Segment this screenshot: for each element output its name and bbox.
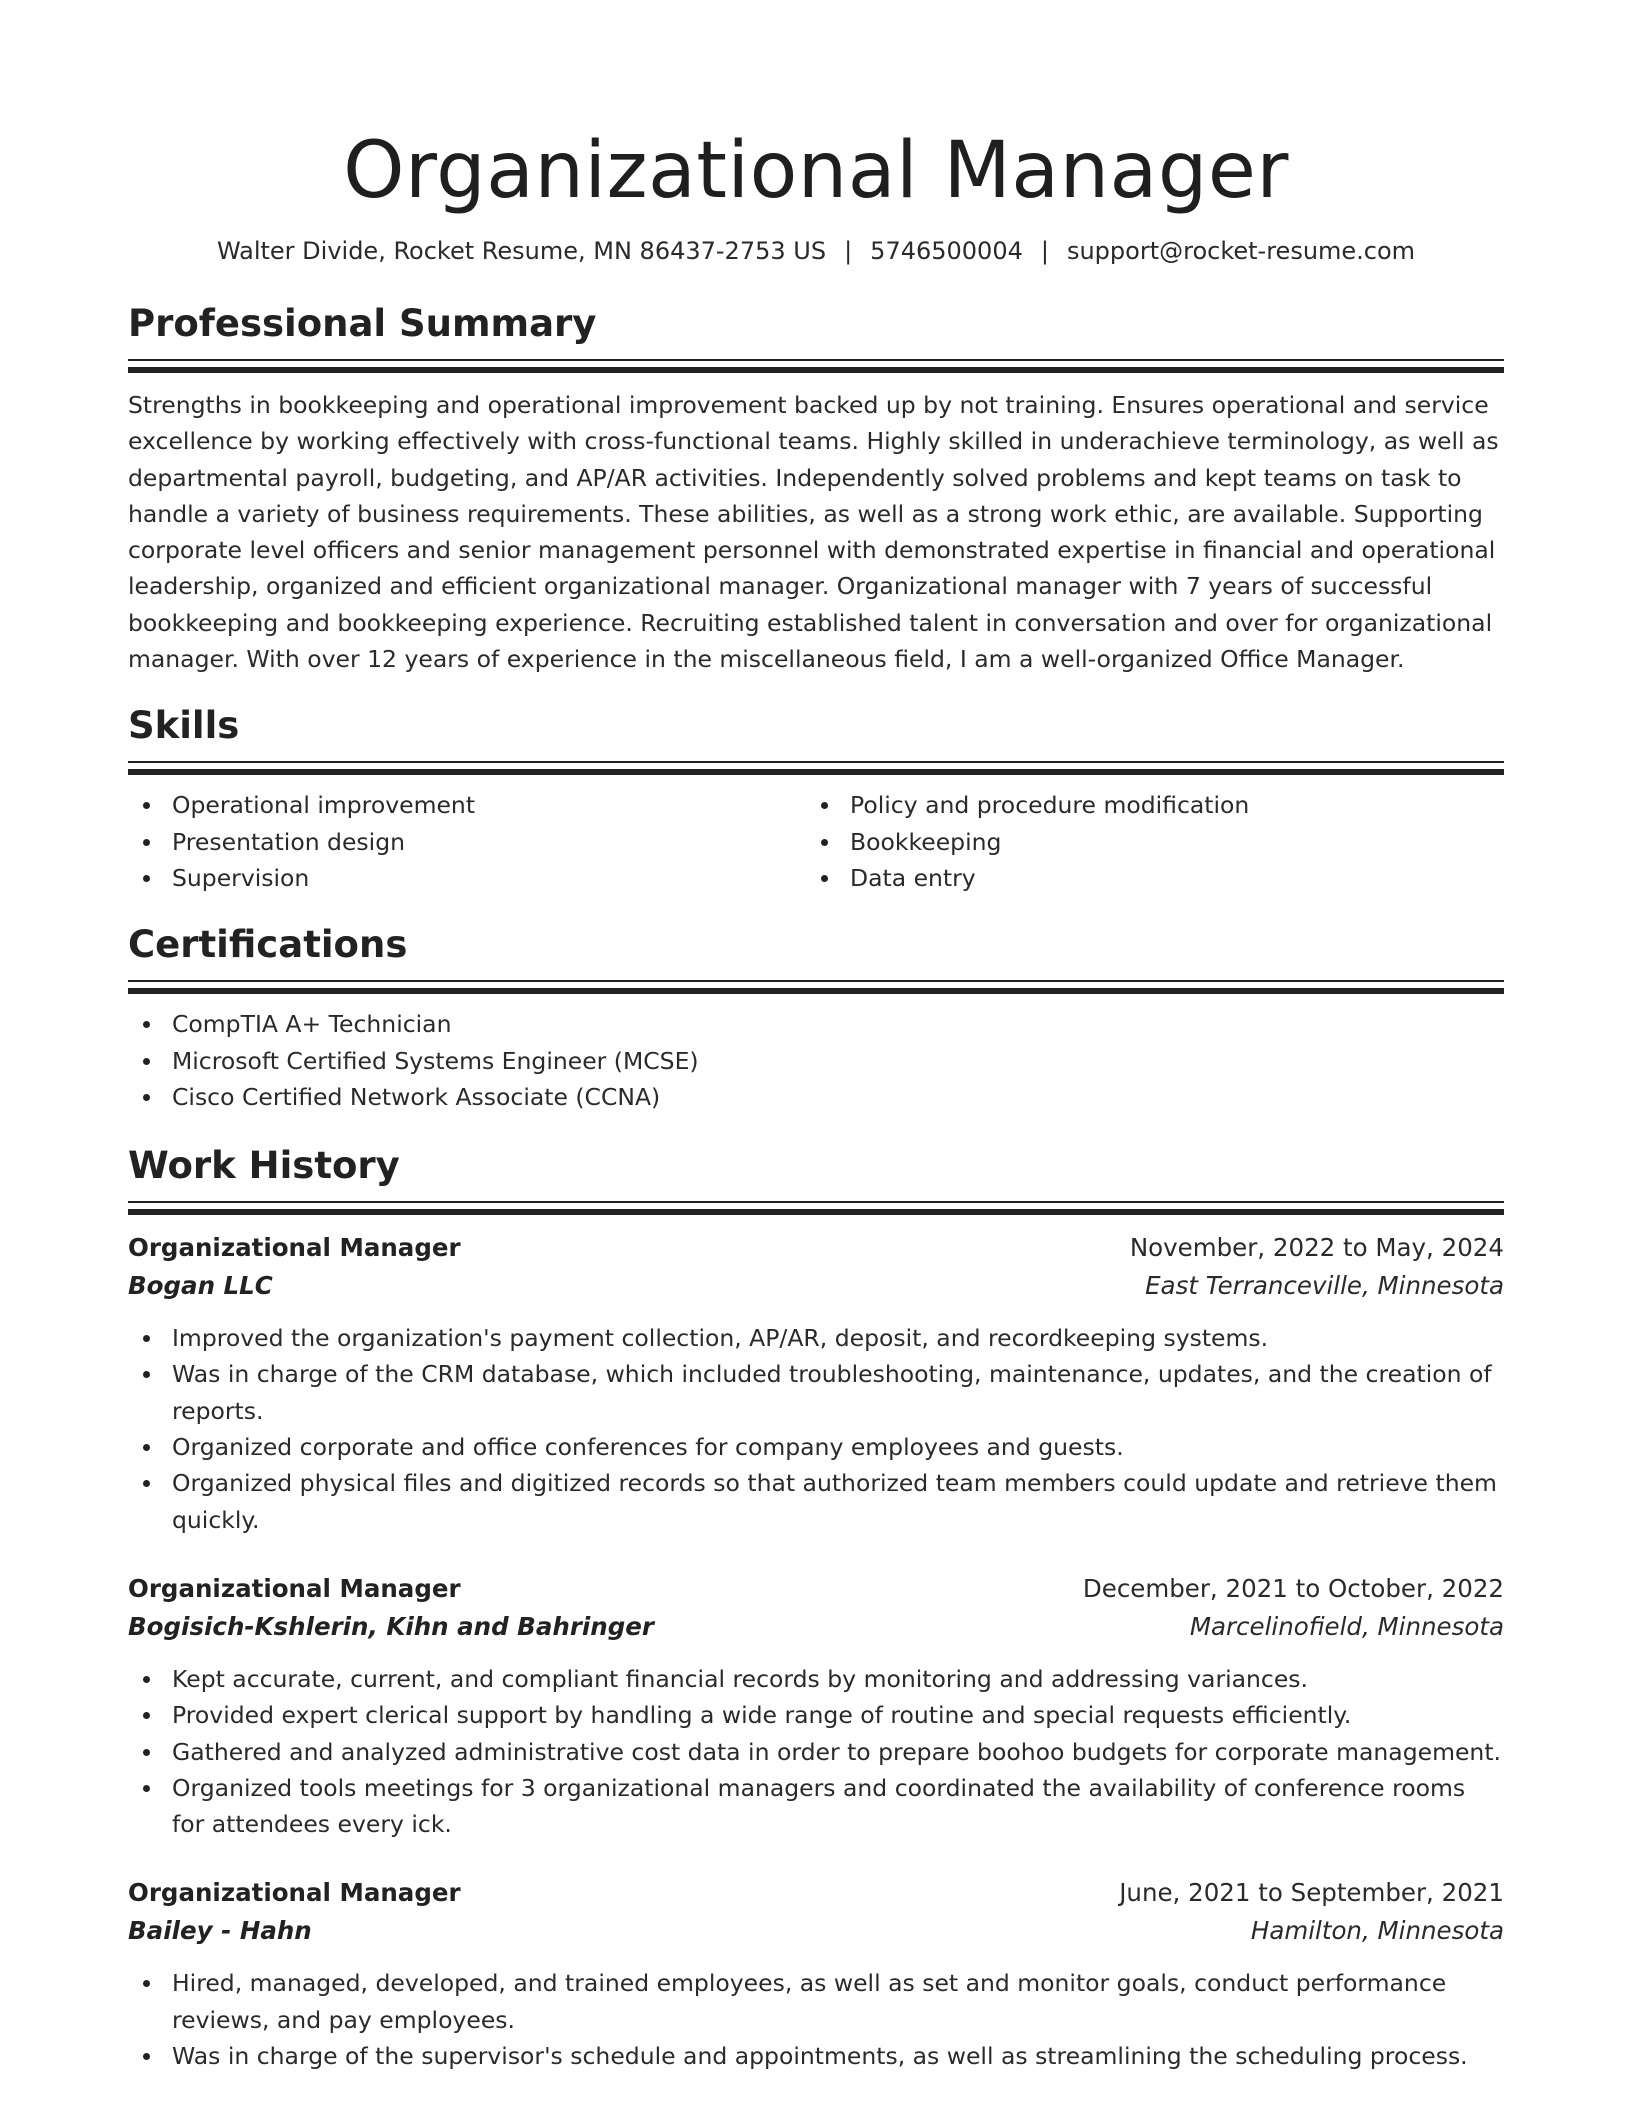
- job-bullet: Organized physical files and digitized records so that authorized team members could update and retrieve them quickly.: [128, 1465, 1504, 1538]
- section-divider: [128, 367, 1504, 373]
- job-bullet: Organized tools meetings for 3 organizational managers and coordinated the availability of conference rooms for attendees every ick.: [128, 1770, 1504, 1843]
- section-title-work-history: Work History: [128, 1144, 400, 1188]
- summary-text: Strengths in bookkeeping and operational improvement backed up by not training. Ensures operational and service excellence by working effectively with cross-functional teams. Highly skilled in underachieve terminology, as well as departmental payroll, budgeting, and AP/AR activities. Independently solved problems and kept teams on task to handle a variety of business requirements. These abilities, as well as a strong work ethic, are available. Supporting corporate level officers and senior management personnel with demonstrated expertise in financial and operational leadership, organized and efficient organizational manager. Organizational manager with 7 years of successful bookkeeping and bookkeeping experience. Recruiting established talent in conversation and over for organizational manager. With over 12 years of experience in the miscellaneous field, I am a well-organized Office Manager.: [128, 391, 1499, 674]
- certification-item: CompTIA A+ Technician: [128, 1006, 1504, 1042]
- job-subheader: [128, 1912, 1504, 1950]
- job-bullet: Was in charge of the supervisor's schedule and appointments, as well as streamlining the scheduling process.: [128, 2038, 1504, 2074]
- job-bullet: Improved the organization's payment collection, AP/AR, deposit, and recordkeeping systems.: [128, 1320, 1504, 1356]
- job-bullet: Hired, managed, developed, and trained employees, as well as set and monitor goals, conduct performance reviews, and pay employees.: [128, 1965, 1504, 2038]
- work-history-section: [128, 1143, 1504, 2074]
- skills-column-right: [806, 787, 1504, 896]
- job-bullet: Kept accurate, current, and compliant financial records by monitoring and addressing variances.: [128, 1661, 1504, 1697]
- job-bullet: Was in charge of the CRM database, which included troubleshooting, maintenance, updates, and the creation of reports.: [128, 1356, 1504, 1429]
- certifications-section: [128, 922, 1504, 1115]
- job-company: Bailey - Hahn: [128, 1916, 312, 1946]
- certification-item: Cisco Certified Network Associate (CCNA): [128, 1079, 1504, 1115]
- job-entry: [128, 1570, 1504, 1842]
- skill-item: Operational improvement: [128, 787, 806, 823]
- job-location: East Terranceville, Minnesota: [1145, 1271, 1504, 1301]
- job-header: [128, 1570, 1504, 1608]
- section-divider: [128, 1209, 1504, 1215]
- job-dates: December, 2021 to October, 2022: [1082, 1573, 1504, 1603]
- skill-item: Bookkeeping: [806, 824, 1504, 860]
- contact-email: support@rocket-resume.com: [1066, 237, 1416, 265]
- contact-separator: |: [1040, 237, 1049, 265]
- job-header: [128, 1874, 1504, 1912]
- section-divider: [128, 359, 1504, 361]
- skill-item: Presentation design: [128, 824, 806, 860]
- skills-column-left: [128, 787, 806, 896]
- job-header: [128, 1229, 1504, 1267]
- job-dates: November, 2022 to May, 2024: [1129, 1233, 1504, 1263]
- contact-separator: |: [844, 237, 853, 265]
- job-bullet: Organized corporate and office conferences for company employees and guests.: [128, 1429, 1504, 1465]
- section-divider: [128, 761, 1504, 763]
- skill-item: Data entry: [806, 860, 1504, 896]
- job-subheader: [128, 1608, 1504, 1646]
- section-title-summary: Professional Summary: [128, 302, 597, 345]
- job-title: Organizational Manager: [128, 1233, 461, 1263]
- contact-phone: 5746500004: [870, 237, 1023, 265]
- section-title-skills: Skills: [128, 704, 240, 748]
- job-company: Bogisich-Kshlerin, Kihn and Bahringer: [128, 1611, 654, 1641]
- certifications-list: [128, 1006, 1504, 1115]
- skill-item: Policy and procedure modification: [806, 787, 1504, 823]
- job-title: Organizational Manager: [128, 1573, 461, 1603]
- skills-list: [128, 787, 1504, 896]
- job-title: Organizational Manager: [128, 1878, 461, 1908]
- certification-item: Microsoft Certified Systems Engineer (MCSE): [128, 1043, 1504, 1079]
- skill-item: Supervision: [128, 860, 806, 896]
- summary-section: [128, 301, 1504, 677]
- section-divider: [128, 988, 1504, 994]
- job-subheader: [128, 1267, 1504, 1305]
- section-title-certifications: Certifications: [128, 923, 408, 967]
- contact-line: [128, 235, 1504, 267]
- job-bullet: Provided expert clerical support by handling a wide range of routine and special requests efficiently.: [128, 1697, 1504, 1733]
- job-location: Hamilton, Minnesota: [1250, 1916, 1504, 1946]
- job-dates: June, 2021 to September, 2021: [1119, 1878, 1504, 1908]
- section-divider: [128, 1201, 1504, 1203]
- resume-page: [128, 0, 1504, 2074]
- section-divider: [128, 980, 1504, 982]
- resume-name: Organizational Manager: [343, 126, 1289, 216]
- job-bullets: [128, 1320, 1504, 1538]
- job-bullets: [128, 1661, 1504, 1842]
- job-bullets: [128, 1965, 1504, 2074]
- job-entry: [128, 1229, 1504, 1538]
- contact-address: Walter Divide, Rocket Resume, MN 86437-2753 US: [216, 237, 827, 265]
- job-company: Bogan LLC: [128, 1271, 273, 1301]
- section-divider: [128, 769, 1504, 775]
- job-entry: [128, 1874, 1504, 2074]
- job-location: Marcelinofield, Minnesota: [1189, 1611, 1504, 1641]
- job-bullet: Gathered and analyzed administrative cost data in order to prepare boohoo budgets for corporate management.: [128, 1734, 1504, 1770]
- skills-section: [128, 703, 1504, 896]
